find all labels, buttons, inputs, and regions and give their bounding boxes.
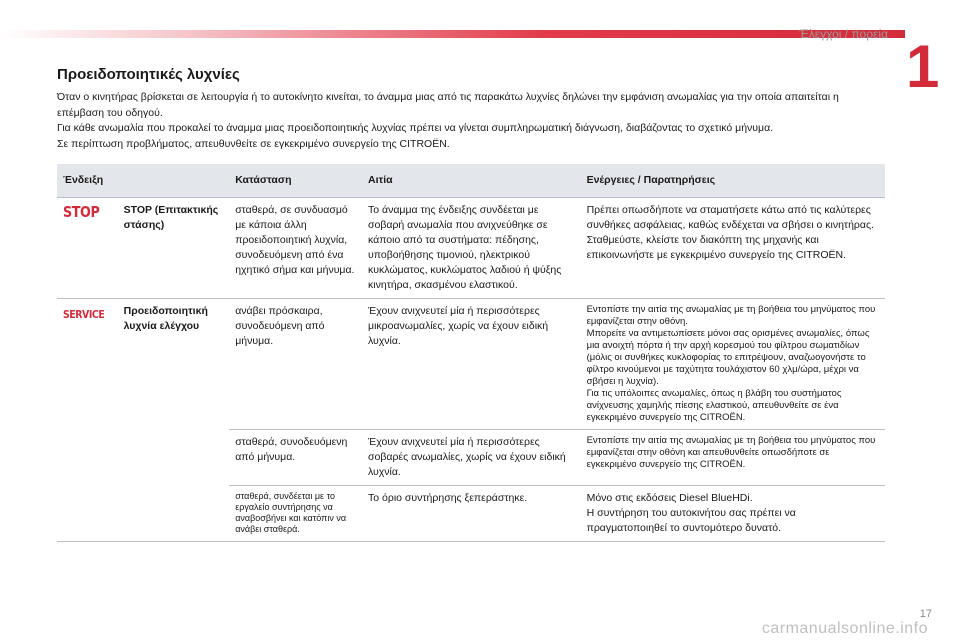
page-title: Προειδοποιητικές λυχνίες: [57, 66, 240, 83]
stop-action-text: Πρέπει οπωσδήποτε να σταματήσετε κάτω από τις καλύτερες συνθήκες ασφάλειας, καθώς ενδέχεται να σβήσει ο κινητήρας.: [586, 204, 874, 231]
watermark: carmanualsonline.info: [761, 620, 928, 637]
stop-lamp-cell: [57, 198, 118, 299]
intro-paragraph: Για κάθε ανωμαλία που προκαλεί το άναμμα μιας προειδοποιητικής λυχνίας πρέπει να γίνεται συμπληρωματική διάγνωση, διαβάζοντας το σχετικό μήνυμα.: [57, 122, 774, 134]
service-action-text: Η συντήρηση του αυτοκινήτου σας πρέπει να πραγματοποιηθεί το συντομότερο δυνατό.: [586, 507, 796, 534]
warning-lamps-table: [57, 164, 885, 542]
service-actions: Εντοπίστε την αιτία της ανωμαλίας με τη βοήθεια του μηνύματος που εμφανίζεται στην οθόνη και απευθυνθείτε οπωσδήποτε σε εγκεκριμένο συνεργείο της CITROËN.: [581, 430, 885, 486]
stop-lamp-name: STOP (Επιτακτικής στάσης): [118, 198, 230, 299]
service-state: σταθερά, συνδέεται με το εργαλείο συντήρησης να αναβοσβήνει και κατόπιν να ανάβει σταθερά.: [229, 486, 362, 542]
service-action-text: Μόνο στις εκδόσεις Diesel BlueHDi.: [586, 492, 753, 504]
service-cause: Το όριο συντήρησης ξεπεράστηκε.: [362, 486, 581, 542]
service-action-text: Για τις υπόλοιπες ανωμαλίες, όπως η βλάβη του συστήματος ανίχνευσης χαμηλής πίεσης ελαστικού, απευθυνθείτε σε ένα εγκεκριμένο συνεργείο της CITROËN.: [586, 388, 842, 423]
header-accent-band: [0, 30, 905, 38]
service-cause: Έχουν ανιχνευτεί μία ή περισσότερες μικροανωμαλίες, χωρίς να έχουν ειδική λυχνία.: [362, 299, 581, 430]
service-actions: [581, 486, 885, 542]
service-lamp-cell: [57, 299, 118, 542]
service-state: σταθερά, συνοδευόμενη από μήνυμα.: [229, 430, 362, 486]
intro-paragraph: Σε περίπτωση προβλήματος, απευθυνθείτε σε εγκεκριμένο συνεργείο της CITROËN.: [57, 137, 450, 150]
intro-paragraph: Όταν ο κινητήρας βρίσκεται σε λειτουργία ή το αυτοκίνητο κινείται, το άναμμα μιας από τις παρακάτω λυχνίες δηλώνει την εμφάνιση ανωμαλίας για την οποία απαιτείται η επέμβαση του οδηγού.: [57, 91, 839, 119]
service-cause: Έχουν ανιχνευτεί μία ή περισσότερες σοβαρές ανωμαλίες, χωρίς να έχουν ειδική λυχνία.: [362, 430, 581, 486]
stop-state: σταθερά, σε συνδυασμό με κάποια άλλη προειδοποιητική λυχνία, συνοδευόμενη από ένα ηχητικό σήμα και μήνυμα.: [229, 198, 362, 299]
service-actions: [581, 299, 885, 430]
table-row-service-1: [57, 299, 885, 430]
section-title: Έλεγχοι / πορεία: [799, 27, 888, 41]
stop-actions: [581, 198, 885, 299]
service-state: ανάβει πρόσκαιρα, συνοδευόμενη από μήνυμα.: [229, 299, 362, 430]
service-lamp-name: Προειδοποιητική λυχνία ελέγχου: [118, 299, 230, 542]
service-action-text: Εντοπίστε την αιτία της ανωμαλίας με τη βοήθεια του μηνύματος που εμφανίζεται στην οθόνη.: [586, 304, 876, 327]
service-action-text: Μπορείτε να αντιμετωπίσετε μόνοι σας ορισμένες ανωμαλίες, όπως μια ανοιχτή πόρτα ή την αρχή κορεσμού του φίλτρου σωματιδίων (μόλις οι συνθήκες κυκλοφορίας το επιτρέψουν, αναζωογονήστε το φίλτρο κινούμενοι με ταχύτητα τουλάχιστον 60 χλμ/ώρα, μέχρι να σβήσει η λυχνία).: [586, 328, 870, 387]
stop-cause: Το άναμμα της ένδειξης συνδέεται με σοβαρή ανωμαλία που ανιχνεύθηκε σε κάποιο από τα συστήματα: πέδησης, υποβοήθησης τιμονιού, ηλεκτρικού κυκλώματος, κυκλώματος λαδιού ή ψύξης κινητήρα, σκασμένου ελαστικού.: [362, 198, 581, 299]
column-header-indicator: Ένδειξη: [57, 164, 229, 198]
column-header-actions: Ενέργειες / Παρατηρήσεις: [581, 164, 885, 198]
stop-warning-icon: STOP: [63, 203, 100, 221]
page-number: 17: [919, 608, 932, 620]
table-row-stop: [57, 198, 885, 299]
column-header-state: Κατάσταση: [229, 164, 362, 198]
intro-text: [57, 90, 887, 152]
stop-action-text: Σταθμεύστε, κλείστε τον διακόπτη της μηχανής και επικοινωνήστε με εγκεκριμένο συνεργείο της CITROËN.: [586, 234, 846, 261]
column-header-cause: Αιτία: [362, 164, 581, 198]
table-header-row: [57, 164, 885, 198]
chapter-number: 1: [906, 33, 940, 100]
service-warning-icon: SERVICE: [63, 308, 105, 321]
